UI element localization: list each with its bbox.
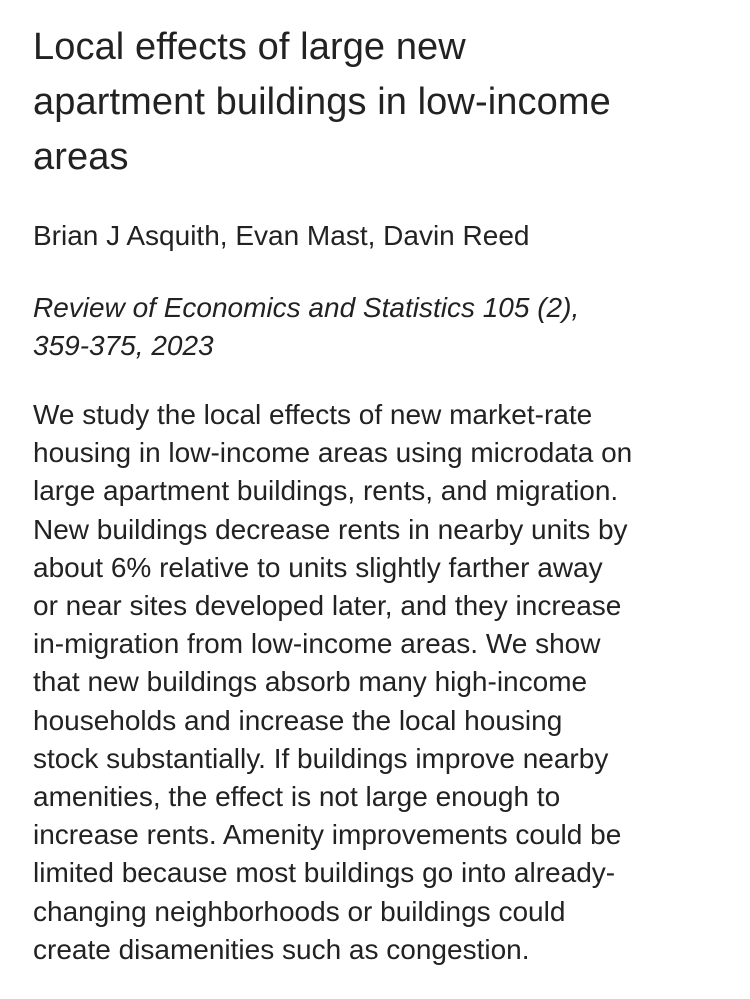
paper-authors: Brian J Asquith, Evan Mast, Davin Reed xyxy=(33,220,530,251)
abstract-line: increase rents. Amenity improvements could be xyxy=(33,819,622,851)
paper-entry xyxy=(33,20,723,965)
abstract-line: households and increase the local housing xyxy=(33,704,563,736)
paper-title-line: areas xyxy=(33,136,129,178)
abstract-line: housing in low-income areas using microdata on xyxy=(33,437,633,469)
abstract-line: We study the local effects of new market-rate xyxy=(33,399,593,430)
abstract-line: about 6% relative to units slightly farther away xyxy=(33,551,603,583)
citation-line: 359-375, 2023 xyxy=(33,330,214,361)
abstract-line: amenities, the effect is not large enough to xyxy=(33,781,561,813)
abstract-line: that new buildings absorb many high-income xyxy=(33,666,588,698)
abstract-line: large apartment buildings, rents, and migration. xyxy=(33,475,619,507)
citation-line: Review of Economics and Statistics 105 (2), xyxy=(33,292,580,323)
paper-abstract xyxy=(33,396,723,969)
abstract-line: create disamenities such as congestion. xyxy=(33,933,530,965)
paper-citation xyxy=(33,289,683,365)
abstract-line: or near sites developed later, and they increase xyxy=(33,590,622,622)
abstract-line: in-migration from low-income areas. We show xyxy=(33,628,601,660)
paper-title xyxy=(33,20,723,185)
abstract-line: changing neighborhoods or buildings could xyxy=(33,895,566,927)
abstract-line: New buildings decrease rents in nearby units by xyxy=(33,513,628,545)
paper-title-line: apartment buildings in low-income xyxy=(33,81,611,123)
paper-title-line: Local effects of large new xyxy=(33,26,466,68)
abstract-line: limited because most buildings go into already- xyxy=(33,857,616,889)
abstract-line: stock substantially. If buildings improve nearby xyxy=(33,742,609,774)
